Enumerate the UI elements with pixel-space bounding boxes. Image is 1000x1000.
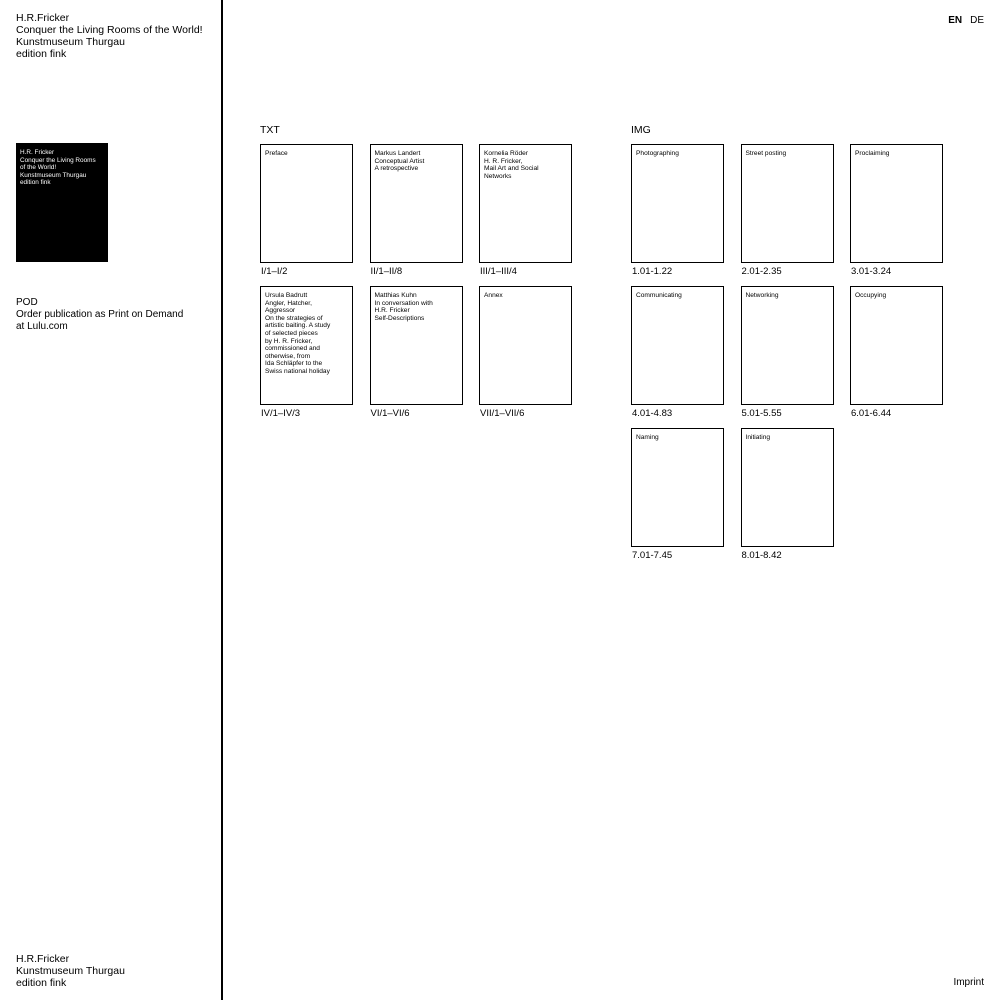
txt-tile[interactable] [260,144,353,263]
txt-tile-text: In conversation with [374,299,433,307]
txt-tile-text: Aggressor [265,307,296,315]
img-tile-range: 1.01-1.22 [632,266,673,277]
cover-line: Conquer the Living Rooms [20,156,96,164]
img-section-label: IMG [631,124,651,136]
footer-line-publisher: edition fink [16,977,67,989]
img-tile-text: Street posting [745,150,787,157]
txt-tile-text: Angler, Hatcher, [265,299,312,307]
lang-en[interactable]: EN [948,15,963,26]
txt-tile-text: Swiss national holiday [265,367,330,375]
txt-tile-range: IV/1–IV/3 [261,408,301,419]
pod-order-line-2: at Lulu.com [16,321,68,332]
txt-tile-text: Mail Art and Social [484,165,539,173]
sidebar [0,0,223,1000]
txt-tile-text: H. R. Fricker, [484,157,523,165]
txt-tile-range: III/1–III/4 [480,266,517,277]
img-tile[interactable] [741,286,834,405]
header-line-publisher: edition fink [16,48,67,60]
img-tile-range: 5.01-5.55 [741,408,782,419]
pod-order-link[interactable] [16,309,183,333]
txt-tile[interactable] [260,286,353,405]
txt-tile-text: by H. R. Fricker, [265,337,313,345]
img-tile[interactable] [741,144,834,263]
print-on-demand [16,297,183,333]
txt-tile-range: II/1–II/8 [370,266,403,277]
txt-tile-text: On the strategies of [265,314,323,322]
imprint-link[interactable]: Imprint [953,977,984,988]
img-tile-range: 4.01-4.83 [632,408,673,419]
txt-tile[interactable] [479,286,572,405]
cover-line: edition fink [20,179,51,187]
txt-tile-text: Annex [484,292,503,299]
txt-tile-text: Markus Landert [374,150,421,157]
img-tile[interactable] [850,144,943,263]
img-tile[interactable] [631,144,724,263]
cover-line: of the World! [20,164,57,172]
cover-line: Kunstmuseum Thurgau [20,171,87,179]
img-tile[interactable] [741,428,834,547]
header-line-author: H.R.Fricker [16,12,70,24]
txt-tile-range: VI/1–VI/6 [370,408,410,419]
book-cover [16,143,108,262]
txt-tile-text: Kornelia Röder [484,150,528,157]
img-tile-range: 7.01-7.45 [632,550,673,561]
txt-tile-text: H.R. Fricker [374,307,410,315]
img-tile[interactable] [631,286,724,405]
pod-title: POD [16,297,38,308]
txt-tile[interactable] [479,144,572,263]
img-tile-range: 2.01-2.35 [741,266,782,277]
pod-order-line-1: Order publication as Print on Demand [16,309,184,320]
txt-tile-text: commissioned and [265,345,320,353]
cover-line: H.R. Fricker [20,149,55,156]
txt-tile-text: Conceptual Artist [374,157,425,165]
img-tile-text: Networking [745,292,779,299]
footer-line-museum: Kunstmuseum Thurgau [16,965,125,977]
txt-tile-text: Matthias Kuhn [374,292,417,299]
txt-tile-text: Self-Descriptions [374,314,425,322]
img-tile-range: 8.01-8.42 [741,550,782,561]
lang-de[interactable]: DE [970,15,984,26]
txt-tile[interactable] [370,286,463,405]
sidebar-footer [16,953,125,989]
img-tile-text: Photographing [636,150,679,157]
img-tile-text: Communicating [636,292,682,299]
img-tile-range: 6.01-6.44 [851,408,892,419]
header-line-museum: Kunstmuseum Thurgau [16,36,125,48]
publication-header[interactable] [16,12,203,60]
footer-line-author: H.R.Fricker [16,953,70,965]
txt-tile-text: Ida Schläpfer to the [265,360,323,368]
img-tile-text: Naming [636,434,659,441]
txt-tile-text: Preface [265,150,288,157]
header-line-title: Conquer the Living Rooms of the World! [16,24,203,36]
txt-tile-text: Networks [484,172,512,180]
txt-tile-text: Ursula Badrutt [265,292,308,299]
txt-tile-range: I/1–I/2 [261,266,288,277]
txt-tile[interactable] [370,144,463,263]
img-tile-text: Proclaiming [855,150,890,157]
txt-section-label: TXT [260,124,280,136]
img-tile-text: Occupying [855,292,887,299]
txt-tile-text: of selected pieces [265,329,318,337]
img-tile-text: Initiating [745,434,771,441]
img-tile[interactable] [631,428,724,547]
img-tile[interactable] [850,286,943,405]
language-switcher [948,15,984,26]
txt-tile-range: VII/1–VII/6 [480,408,525,419]
txt-tile-text: A retrospective [374,165,419,173]
txt-tile-text: otherwise, from [265,352,311,360]
img-tile-range: 3.01-3.24 [851,266,892,277]
txt-tile-text: artistic baiting. A study [265,322,331,330]
